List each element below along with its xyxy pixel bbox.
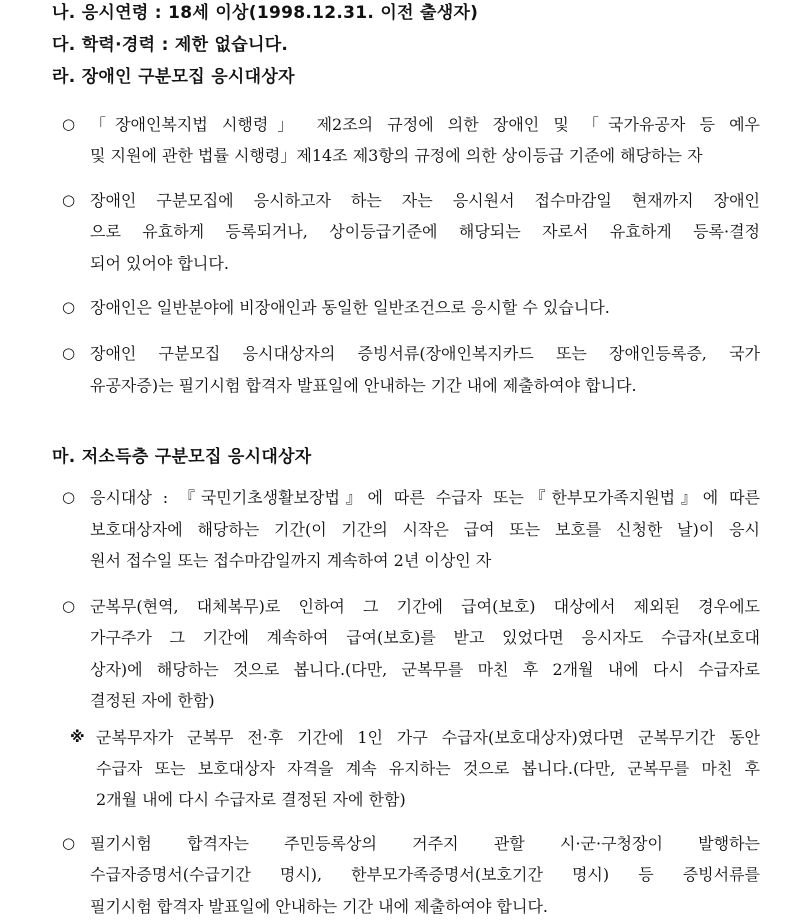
list-item-line: 필기시험 합격자는 주민등록상의 거주지 관할 시·군·구청장이 발행하는 xyxy=(90,834,760,853)
bullet-icon: ○ xyxy=(62,344,76,362)
bullet-icon: ○ xyxy=(62,834,76,852)
list-item-line: 원서 접수일 또는 접수마감일까지 계속하여 2년 이상인 자 xyxy=(90,551,492,570)
note-icon: ※ xyxy=(70,728,85,746)
bullet-icon: ○ xyxy=(62,597,76,615)
list-item-line: 수급자증명서(수급기간 명시), 한부모가족증명서(보호기간 명시) 등 증빙서류를 xyxy=(90,865,760,884)
list-item-line: 결정된 자에 한함) xyxy=(90,691,215,710)
list-item-line: 보호대상자에 해당하는 기간(이 기간의 시작은 급여 또는 보호를 신청한 날)이 응시 xyxy=(90,520,760,539)
heading-education: 다. 학력·경력 : 제한 없습니다. xyxy=(52,35,289,55)
list-item-line: 장애인 구분모집에 응시하고자 하는 자는 응시원서 접수마감일 현재까지 장애인 xyxy=(90,191,760,210)
list-item-line: 및 지원에 관한 법률 시행령」제14조 제3항의 규정에 의한 상이등급 기준에 해당하는 자 xyxy=(90,146,703,165)
heading-age: 나. 응시연령 : 18세 이상(1998.12.31. 이전 출생자) xyxy=(52,3,479,23)
bullet-icon: ○ xyxy=(62,298,76,316)
list-item-line: 유공자증)는 필기시험 합격자 발표일에 안내하는 기간 내에 제출하여야 합니다. xyxy=(90,376,637,395)
note-line: 수급자 또는 보호대상자 자격을 계속 유지하는 것으로 봅니다.(다만, 군복무를 마친 후 xyxy=(96,759,760,778)
list-item-line: 가구주가 그 기간에 계속하여 급여(보호)를 받고 있었다면 응시자도 수급자(보호대 xyxy=(90,628,760,647)
note-line: 군복무자가 군복무 전·후 기간에 1인 가구 수급자(보호대상자)였다면 군복무기간 동안 xyxy=(96,728,760,747)
list-item-line: 응시대상 : 『국민기초생활보장법』에 따른 수급자 또는『한부모가족지원법』에 따른 xyxy=(90,488,760,507)
bullet-icon: ○ xyxy=(62,115,76,133)
list-item-line: 군복무(현역, 대체복무)로 인하여 그 기간에 급여(보호) 대상에서 제외된 경우에도 xyxy=(90,597,760,616)
note-line: 2개월 내에 다시 수급자로 결정된 자에 한함) xyxy=(96,790,406,809)
bullet-icon: ○ xyxy=(62,488,76,506)
list-item-line: 으로 유효하게 등록되거나, 상이등급기준에 해당되는 자로서 유효하게 등록·결정 xyxy=(90,222,760,241)
list-item-line: 장애인 구분모집 응시대상자의 증빙서류(장애인복지카드 또는 장애인등록증, 국가 xyxy=(90,344,760,363)
list-item-line: 상자)에 해당하는 것으로 봅니다.(다만, 군복무를 마친 후 2개월 내에 다시 수급자로 xyxy=(90,660,760,679)
heading-disabled: 라. 장애인 구분모집 응시대상자 xyxy=(52,67,295,87)
list-item-line: 「장애인복지법 시행령」 제2조의 규정에 의한 장애인 및 「국가유공자 등 예우 xyxy=(90,115,760,134)
list-item-line: 필기시험 합격자 발표일에 안내하는 기간 내에 제출하여야 합니다. xyxy=(90,897,549,916)
list-item-line: 되어 있어야 합니다. xyxy=(90,254,229,273)
bullet-icon: ○ xyxy=(62,191,76,209)
heading-low-income: 마. 저소득층 구분모집 응시대상자 xyxy=(52,447,312,467)
list-item-line: 장애인은 일반분야에 비장애인과 동일한 일반조건으로 응시할 수 있습니다. xyxy=(90,298,610,317)
